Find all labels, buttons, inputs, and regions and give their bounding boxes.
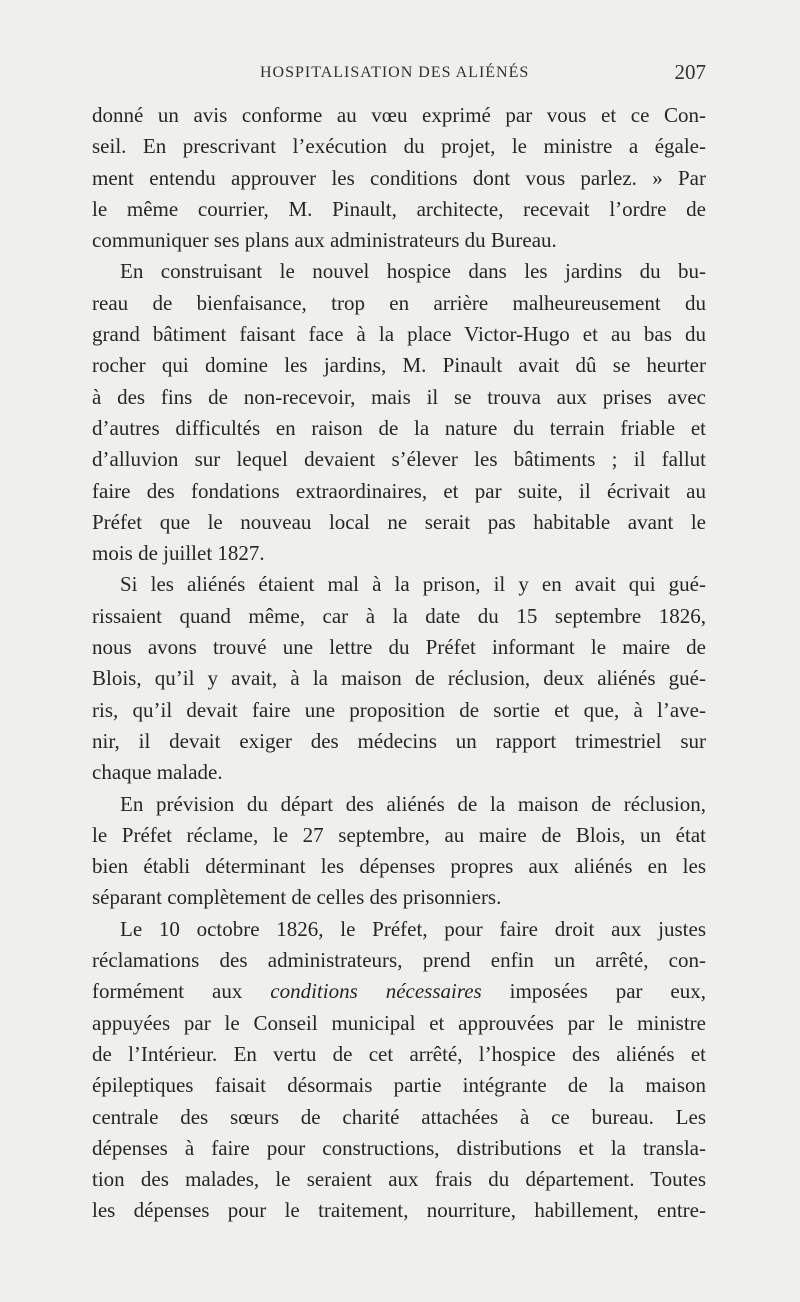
text-line: seil. En prescrivant l’exécution du projet, le ministre a égale- [92, 134, 706, 159]
text-line: mois de juillet 1827. [92, 541, 265, 566]
text-line: le même courrier, M. Pinault, architecte, recevait l’ordre de [92, 196, 706, 221]
text-segment: formément aux [92, 979, 271, 1004]
text-line: le Préfet réclame, le 27 septembre, au maire de Blois, un état [92, 822, 706, 847]
text-line: rocher qui domine les jardins, M. Pinault avait dû se heurter [92, 353, 706, 378]
text-line: En construisant le nouvel hospice dans les jardins du bu- [120, 259, 706, 284]
text-line: reau de bienfaisance, trop en arrière malheureusement du [92, 290, 706, 315]
text-line: donné un avis conforme au vœu exprimé par vous et ce Con- [92, 103, 706, 127]
text-line: tion des malades, le seraient aux frais du département. Toutes [92, 1167, 706, 1192]
page-header [92, 60, 706, 88]
text-line: nir, il devait exiger des médecins un rapport trimestriel sur [92, 728, 706, 753]
text-line: ment entendu approuver les conditions dont vous parlez. » Par [92, 165, 706, 190]
text-line: les dépenses pour le traitement, nourriture, habillement, entre- [92, 1198, 706, 1223]
text-line: grand bâtiment faisant face à la place Victor-Hugo et au bas du [92, 322, 706, 347]
text-line: centrale des sœurs de charité attachées à ce bureau. Les [92, 1104, 706, 1129]
text-line: épileptiques faisait désormais partie intégrante de la maison [92, 1073, 706, 1098]
italic-phrase: conditions nécessaires [270, 979, 482, 1004]
text-line: rissaient quand même, car à la date du 15 septembre 1826, [92, 603, 706, 628]
text-line: Préfet que le nouveau local ne serait pas habitable avant le [92, 509, 706, 534]
text-line: d’alluvion sur lequel devaient s’élever les bâtiments ; il fallut [92, 447, 706, 472]
body-text [92, 100, 706, 1227]
text-segment: imposées par eux, [481, 979, 706, 1004]
text-line: Blois, qu’il y avait, à la maison de réclusion, deux aliénés gué- [92, 666, 706, 691]
text-line: de l’Intérieur. En vertu de cet arrêté, l’hospice des aliénés et [92, 1041, 706, 1066]
text-line: à des fins de non-recevoir, mais il se trouva aux prises avec [92, 384, 706, 409]
text-line: chaque malade. [92, 760, 223, 785]
running-title: HOSPITALISATION DES ALIÉNÉS [260, 64, 530, 81]
text-line: appuyées par le Conseil municipal et approuvées par le ministre [92, 1010, 706, 1035]
text-line-with-italic [92, 976, 706, 1007]
text-line: nous avons trouvé une lettre du Préfet informant le maire de [92, 635, 706, 660]
text-line: dépenses à faire pour constructions, distributions et la transla- [92, 1135, 706, 1160]
text-line: d’autres difficultés en raison de la nature du terrain friable et [92, 415, 706, 440]
text-line: bien établi déterminant les dépenses propres aux aliénés en les [92, 854, 706, 879]
text-line: En prévision du départ des aliénés de la maison de réclusion, [120, 791, 706, 816]
text-line: faire des fondations extraordinaires, et par suite, il écrivait au [92, 478, 706, 503]
text-line: communiquer ses plans aux administrateurs du Bureau. [92, 228, 557, 253]
text-line: Le 10 octobre 1826, le Préfet, pour faire droit aux justes [120, 916, 706, 941]
text-line: réclamations des administrateurs, prend enfin un arrêté, con- [92, 948, 706, 973]
text-line: ris, qu’il devait faire une proposition de sortie et que, à l’ave- [92, 697, 706, 722]
text-line: Si les aliénés étaient mal à la prison, il y en avait qui gué- [120, 572, 706, 597]
text-line: séparant complètement de celles des prisonniers. [92, 885, 502, 910]
page-number: 207 [674, 60, 706, 84]
